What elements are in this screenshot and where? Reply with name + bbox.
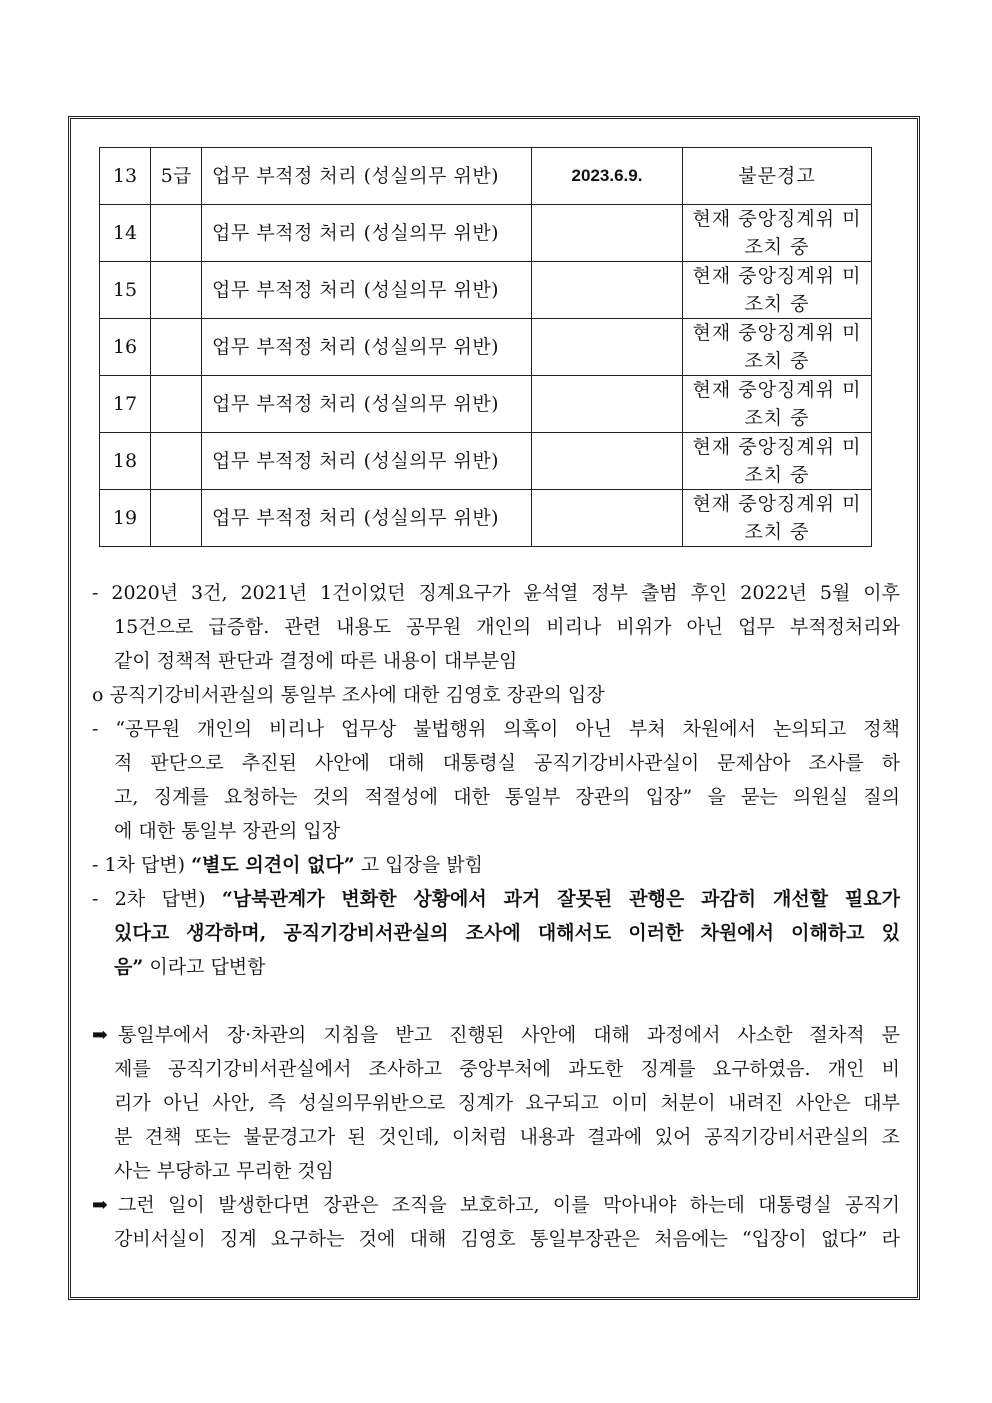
row-date	[532, 319, 683, 376]
row-date: 2023.6.9.	[532, 148, 683, 205]
row-reason: 업무 부적정 처리 (성실의무 위반)	[202, 376, 532, 433]
answer-2-suffix: 이라고 답변함	[143, 956, 266, 978]
row-number: 16	[100, 319, 151, 376]
p4-line-1	[92, 1188, 900, 1222]
row-date	[532, 205, 683, 262]
disciplinary-table	[99, 147, 872, 547]
answer-2-quote-2: 있다고 생각하며, 공직기강비서관실의 조사에 대해서도 이러한 차원에서 이해하고 있	[114, 922, 900, 944]
table-row	[100, 433, 872, 490]
answer-2-line-2	[92, 916, 900, 950]
table-row	[100, 205, 872, 262]
p3-line-1	[92, 1018, 900, 1052]
table-row	[100, 490, 872, 547]
row-result: 현재 중앙징계위 미조치 중	[683, 433, 872, 490]
row-result: 현재 중앙징계위 미조치 중	[683, 490, 872, 547]
p4-line-2: 강비서실이 징계 요구하는 것에 대해 김영호 통일부장관은 처음에는 “입장이 없다” 라	[114, 1228, 900, 1250]
row-date	[532, 433, 683, 490]
answer-2-line-3	[92, 950, 900, 984]
p2-line-2: 적 판단으로 추진된 사안에 대해 대통령실 공직기강비사관실이 문제삼아 조사를 하	[114, 752, 900, 774]
answer-2-quote-3: 음”	[114, 956, 144, 978]
answer-2-line-1	[92, 882, 900, 916]
row-number: 18	[100, 433, 151, 490]
p1-line-3: 같이 정책적 판단과 결정에 따른 내용이 대부분임	[114, 650, 518, 672]
answer-1-quote: “별도 의견이 없다”	[191, 854, 355, 876]
row-reason: 업무 부적정 처리 (성실의무 위반)	[202, 148, 532, 205]
p2-line-3: 고, 징계를 요청하는 것의 적절성에 대한 통일부 장관의 입장” 을 묻는 의원실 질의	[114, 786, 900, 808]
arrow-right-icon: ➡	[92, 1194, 108, 1216]
p1-line-2: 15건으로 급증함. 관련 내용도 공무원 개인의 비리나 비위가 아닌 업무 부적정처리와	[114, 616, 900, 638]
row-number: 19	[100, 490, 151, 547]
p3-line-2: 제를 공직기강비서관실에서 조사하고 중앙부처에 과도한 징계를 요구하였음. 개인 비	[114, 1058, 900, 1080]
row-reason: 업무 부적정 처리 (성실의무 위반)	[202, 433, 532, 490]
p3-line-5: 사는 부당하고 무리한 것임	[114, 1160, 335, 1182]
p1-line-1: - 2020년 3건, 2021년 1건이었던 징계요구가 윤석열 정부 출범 후인 2022년 5월 이후	[92, 582, 900, 604]
row-result: 현재 중앙징계위 미조치 중	[683, 205, 872, 262]
answer-2-quote-1: “남북관계가 변화한 상황에서 과거 잘못된 관행은 과감히 개선할 필요가	[221, 888, 900, 910]
p3-line-3: 리가 아닌 사안, 즉 성실의무위반으로 징계가 요구되고 이미 처분이 내려진 사안은 대부	[114, 1092, 900, 1114]
row-reason: 업무 부적정 처리 (성실의무 위반)	[202, 262, 532, 319]
p3-line-1-text: 통일부에서 장·차관의 지침을 받고 진행된 사안에 대해 과정에서 사소한 절차적 문	[118, 1024, 900, 1046]
arrow-right-icon: ➡	[92, 1024, 108, 1046]
row-grade	[151, 205, 202, 262]
row-result: 현재 중앙징계위 미조치 중	[683, 319, 872, 376]
row-reason: 업무 부적정 처리 (성실의무 위반)	[202, 319, 532, 376]
row-number: 15	[100, 262, 151, 319]
row-number: 17	[100, 376, 151, 433]
row-date	[532, 490, 683, 547]
row-grade	[151, 319, 202, 376]
row-result: 현재 중앙징계위 미조치 중	[683, 376, 872, 433]
row-result: 불문경고	[683, 148, 872, 205]
row-result: 현재 중앙징계위 미조치 중	[683, 262, 872, 319]
answer-1-suffix: 고 입장을 밝힘	[354, 854, 483, 876]
table-row	[100, 376, 872, 433]
section-heading: o 공직기강비서관실의 통일부 조사에 대한 김영호 장관의 입장	[92, 684, 605, 706]
table-row	[100, 319, 872, 376]
row-grade	[151, 262, 202, 319]
row-grade	[151, 490, 202, 547]
p2-line-4: 에 대한 통일부 장관의 입장	[114, 820, 341, 842]
row-number: 14	[100, 205, 151, 262]
p2-line-1: - “공무원 개인의 비리나 업무상 불법행위 의혹이 아닌 부처 차원에서 논의되고 정책	[92, 718, 900, 740]
answer-1-prefix: - 1차 답변)	[92, 854, 192, 876]
table-row	[100, 262, 872, 319]
row-grade	[151, 433, 202, 490]
answer-2-prefix: - 2차 답변)	[92, 888, 222, 910]
row-grade	[151, 376, 202, 433]
row-number: 13	[100, 148, 151, 205]
row-grade: 5급	[151, 148, 202, 205]
table-row	[100, 148, 872, 205]
p4-line-1-text: 그런 일이 발생한다면 장관은 조직을 보호하고, 이를 막아내야 하는데 대통령실 공직기	[118, 1194, 900, 1216]
row-reason: 업무 부적정 처리 (성실의무 위반)	[202, 490, 532, 547]
p3-line-4: 분 견책 또는 불문경고가 된 것인데, 이처럼 내용과 결과에 있어 공직기강비서관실의 조	[114, 1126, 900, 1148]
row-date	[532, 262, 683, 319]
row-reason: 업무 부적정 처리 (성실의무 위반)	[202, 205, 532, 262]
body-text	[92, 576, 900, 1256]
row-date	[532, 376, 683, 433]
answer-1	[92, 848, 900, 882]
